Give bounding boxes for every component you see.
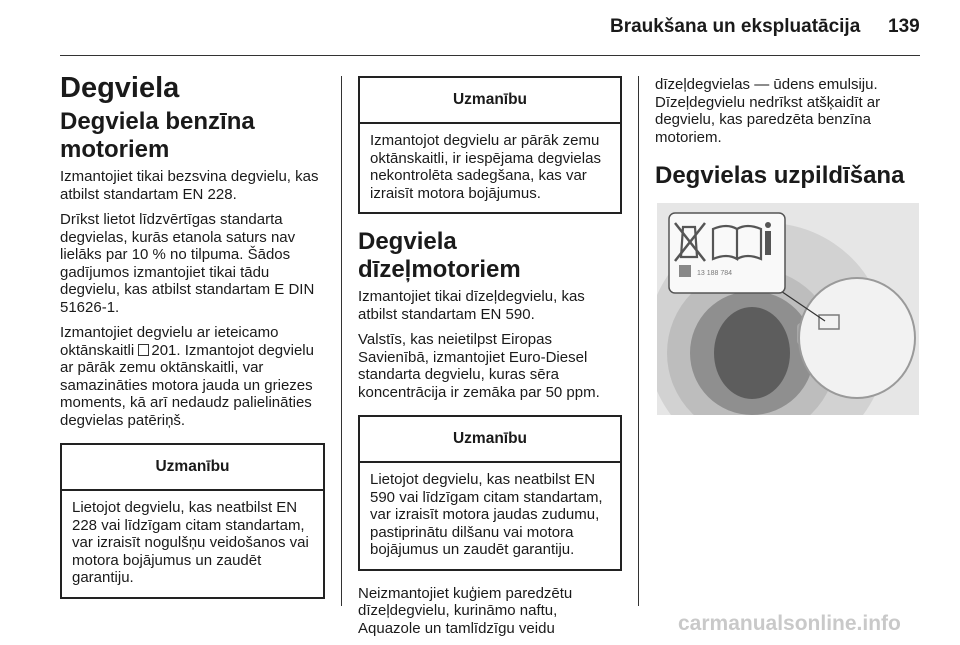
paragraph: Drīkst lietot līdzvērtīgas standarta degvielas, kurās etanola saturs nav lielāks par 10 % no tilpuma. Šādos gadījumos izmantojiet tikai tādu degvielu, kas atbilst standartam E DIN 51626-1. [60, 211, 315, 316]
column-3 [655, 76, 917, 194]
paragraph: Izmantojiet tikai bezsvina degvielu, kas atbilst standartam EN 228. [60, 168, 319, 203]
running-header-title: Braukšana un ekspluatācija [610, 16, 861, 37]
paragraph-text: . Izmantojot degvielu ar pārāk zemu oktānskaitli, var samazināties motora jauda un griezes moments, kā arī nedaudz palielināties degvielas patēriņš. [60, 341, 314, 429]
subsection-heading: Degviela benzīna motoriem [60, 108, 255, 163]
column-1 [60, 70, 325, 613]
caution-text: Izmantojot degvielu ar pārāk zemu oktānskaitli, ir iespējama degvielas nekontrolēta sadegšana, kas var izraisīt motora bojājumus. [370, 132, 601, 202]
paragraph [60, 324, 325, 429]
paragraph-text: Izmantojiet degvielu ar ieteicamo oktānskaitli [60, 324, 279, 359]
label-code: 13 188 784 [697, 270, 733, 277]
column-divider [341, 76, 342, 606]
caution-box [358, 415, 622, 571]
caution-title: Uzmanību [360, 78, 620, 124]
fuel-filler-illustration [657, 203, 919, 415]
paragraph: Neizmantojiet kuģiem paredzētu dīzeļdegvielu, kurināmo naftu, Aquazole un tamlīdzīgu veidu [358, 584, 573, 637]
page-reference-icon [138, 344, 149, 356]
caution-text: Lietojot degvielu, kas neatbilst EN 590 vai līdzīgam citam standartam, var izraisīt motora jaudas zudumu, pastiprinātu dilšanu vai motora bojājumus un zaudēt garantiju. [370, 471, 603, 558]
caution-title: Uzmanību [360, 417, 620, 463]
subsection-heading: Degviela dīzeļmotoriem [358, 228, 521, 283]
paragraph: Valstīs, kas neietilpst Eiropas Savienībā, izmantojiet Euro-Diesel standarta degvielu, kuras sēra koncentrācija ir zemāka par 50 ppm. [358, 331, 600, 401]
paragraph: dīzeļdegvielas — ūdens emulsiju. Dīzeļdegvielu nedrīkst atšķaidīt ar degvielu, kas paredzēta benzīna motoriem. [655, 76, 881, 146]
caution-text: Lietojot degvielu, kas neatbilst EN 228 vai līdzīgam citam standartam, var izraisīt nogulšņu veidošanos vai motora bojājumus un zaudēt garantiju. [72, 499, 309, 586]
gm-logo-icon [679, 265, 691, 277]
paragraph: Izmantojiet tikai dīzeļdegvielu, kas atbilst standartam EN 590. [358, 288, 585, 323]
caution-box [358, 76, 622, 214]
subsection-heading: Degvielas uzpildīšana [655, 162, 905, 189]
page-number: 139 [888, 16, 920, 37]
caution-box [60, 443, 325, 599]
watermark: carmanualsonline.info [678, 612, 901, 635]
caution-title: Uzmanību [62, 445, 323, 491]
column-divider [638, 76, 639, 606]
header-rule [60, 55, 920, 56]
column-2 [358, 76, 622, 645]
page-reference-link[interactable]: 201 [151, 341, 177, 359]
section-heading: Degviela [60, 72, 180, 104]
